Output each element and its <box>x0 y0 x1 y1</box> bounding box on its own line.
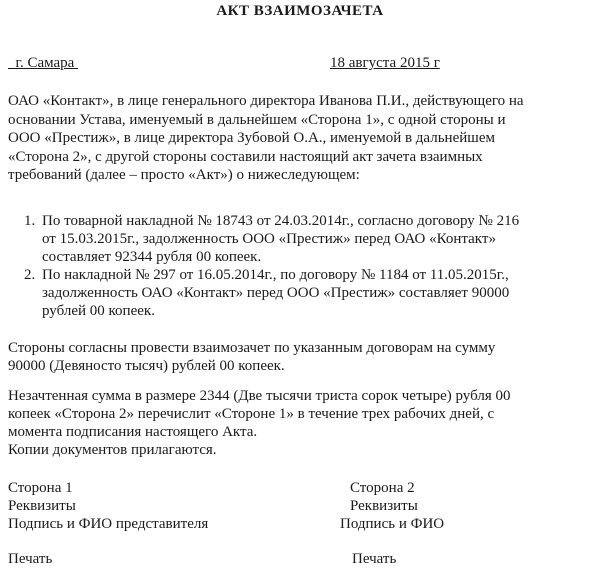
place <box>8 55 78 72</box>
left-stamp: Печать <box>8 551 53 567</box>
right-stamp: Печать <box>352 551 397 567</box>
remainder-paragraph: Незачтенная сумма в размере 2344 (Две тысячи триста сорок четыре) рубля 00 копеек «Сторона 2» перечислит «Стороне 1» в течение трех рабочих дней, с момента подписания настоящего Акта. <box>8 388 511 440</box>
left-requisites: Реквизиты <box>8 498 76 514</box>
document-title: АКТ ВЗАИМОЗАЧЕТА <box>216 3 384 19</box>
place-underline-lead <box>8 55 16 71</box>
list-item-number: 2. <box>24 267 36 283</box>
copies-line: Копии документов прилагаются. <box>8 442 217 458</box>
left-sign: Подпись и ФИО представителя <box>8 516 209 532</box>
agreement-paragraph: Стороны согласны провести взаимозачет по указанным договорам на сумму 90000 (Девяносто тысяч) рублей 00 копеек. <box>8 340 496 374</box>
left-party: Сторона 1 <box>8 480 73 496</box>
list-item <box>24 266 534 320</box>
list-item-text: По накладной № 297 от 16.05.2014г., по договору № 1184 от 11.05.2015г., задолженность ОАО «Контакт» перед ООО «Престиж» составляет 90000 рублей 00 копеек. <box>42 267 510 319</box>
claims-list <box>24 212 534 320</box>
right-party: Сторона 2 <box>350 480 415 496</box>
list-item-number: 1. <box>24 213 36 229</box>
document-date: 18 августа 2015 г <box>330 55 440 71</box>
remainder-block <box>8 387 528 459</box>
list-item-text: По товарной накладной № 18743 от 24.03.2014г., согласно договору № 216 от 15.03.2015г., задолженность ООО «Престиж» перед ОАО «Контакт» составляет 92344 рубля 00 копеек. <box>42 213 520 265</box>
right-requisites: Реквизиты <box>350 498 418 514</box>
intro-paragraph: ОАО «Контакт», в лице генерального директора Иванова П.И., действующего на основании Устава, именуемый в дальнейшем «Сторона 1», с одной стороны и ООО «Престиж», в лице директора Зубовой О.А., именуемой в дальнейшем «Сторона 2», с другой стороны составили настоящий акт зачета взаимных требований (далее – просто «Акт») о нижеследующем: <box>8 93 524 183</box>
place-underline-trail <box>74 55 78 71</box>
list-item <box>24 212 534 266</box>
right-sign: Подпись и ФИО <box>340 516 445 532</box>
place-text: г. Самара <box>15 55 75 71</box>
